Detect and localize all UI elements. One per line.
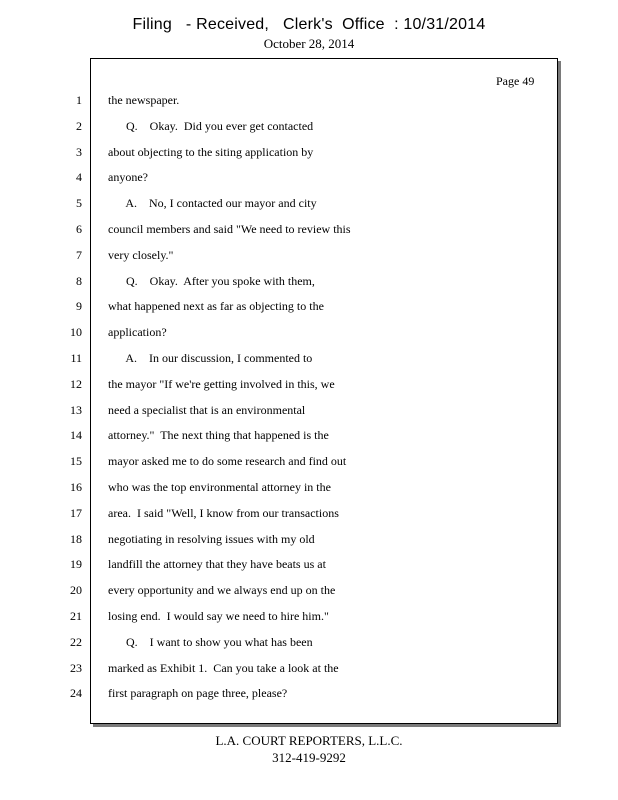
- line-text: landfill the attorney that they have beats us at: [108, 557, 326, 572]
- line-text: A. In our discussion, I commented to: [108, 351, 313, 365]
- line-text: Q. Okay. Did you ever get contacted: [108, 118, 314, 133]
- page-number: Page 49: [496, 74, 535, 88]
- filing-label: Filing: [132, 16, 172, 33]
- line-number: 10: [70, 325, 82, 340]
- line-number: 7: [76, 247, 82, 262]
- line-text: losing end. I would say we need to hire him.": [108, 609, 329, 623]
- line-number: 11: [70, 351, 82, 365]
- line-text: attorney." The next thing that happened is the: [108, 428, 329, 443]
- line-text: who was the top environmental attorney in the: [108, 480, 331, 494]
- received-label: - Received,: [185, 16, 270, 33]
- deposition-date: October 28, 2014: [263, 36, 355, 51]
- line-text: application?: [108, 325, 167, 340]
- transcript-line: [0, 170, 618, 196]
- line-number: 8: [76, 273, 82, 288]
- line-number: 15: [70, 454, 82, 469]
- transcript-line: [0, 351, 618, 377]
- transcript-line: [0, 686, 618, 712]
- line-number: 17: [70, 505, 82, 520]
- transcript-line: [0, 145, 618, 171]
- transcript-line: [0, 222, 618, 248]
- line-text: the mayor "If we're getting involved in this, we: [108, 376, 335, 391]
- line-text: about objecting to the siting application by: [108, 144, 314, 159]
- line-text: Q. I want to show you what has been: [108, 634, 313, 649]
- transcript-line: [0, 635, 618, 661]
- line-text: anyone?: [108, 170, 148, 185]
- line-text: A. No, I contacted our mayor and city: [108, 196, 317, 211]
- transcript-line: [0, 377, 618, 403]
- transcript-line: [0, 93, 618, 119]
- line-number: 3: [76, 144, 82, 159]
- line-text: very closely.": [108, 247, 174, 262]
- line-number: 23: [70, 660, 82, 675]
- line-text: negotiating in resolving issues with my old: [108, 531, 315, 546]
- transcript-line: [0, 196, 618, 222]
- line-text: the newspaper.: [108, 93, 180, 107]
- filing-date: : 10/31/2014: [394, 16, 486, 33]
- line-text: Q. Okay. After you spoke with them,: [108, 273, 315, 288]
- transcript-line: [0, 454, 618, 480]
- line-number: 9: [76, 299, 82, 314]
- transcript-line: [0, 248, 618, 274]
- transcript-line: [0, 661, 618, 687]
- line-number: 24: [70, 686, 82, 701]
- line-number: 13: [70, 402, 82, 417]
- line-text: area. I said "Well, I know from our transactions: [108, 505, 339, 520]
- clerks-office-label: Clerk's Office: [282, 16, 385, 33]
- court-reporter-phone: 312-419-9292: [272, 750, 346, 765]
- transcript-line: [0, 532, 618, 558]
- transcript-line: [0, 325, 618, 351]
- line-text: every opportunity and we always end up on the: [108, 583, 336, 598]
- transcript-line: [0, 299, 618, 325]
- line-number: 19: [70, 557, 82, 572]
- line-number: 20: [70, 583, 82, 598]
- transcript-line: [0, 583, 618, 609]
- line-text: first paragraph on page three, please?: [108, 686, 288, 701]
- transcript-line: [0, 480, 618, 506]
- line-number: 2: [76, 118, 82, 133]
- line-number: 22: [70, 634, 82, 649]
- line-number: 14: [70, 428, 82, 443]
- line-number: 12: [70, 376, 82, 391]
- transcript-line: [0, 428, 618, 454]
- line-number: 18: [70, 531, 82, 546]
- line-text: marked as Exhibit 1. Can you take a look at the: [108, 660, 339, 675]
- line-number: 4: [76, 170, 82, 185]
- court-reporter-name: L.A. COURT REPORTERS, L.L.C.: [215, 733, 403, 748]
- transcript-line: [0, 557, 618, 583]
- line-text: need a specialist that is an environmental: [108, 402, 306, 417]
- line-text: what happened next as far as objecting to the: [108, 299, 324, 314]
- line-text: council members and said "We need to review this: [108, 222, 351, 236]
- transcript-line: [0, 274, 618, 300]
- line-number: 16: [70, 480, 82, 494]
- transcript-line: [0, 609, 618, 635]
- transcript-line: [0, 403, 618, 429]
- line-number: 1: [76, 93, 82, 107]
- transcript-line: [0, 506, 618, 532]
- line-number: 6: [76, 222, 82, 236]
- transcript-line: [0, 119, 618, 145]
- filing-stamp-header: [0, 16, 618, 34]
- line-text: mayor asked me to do some research and find out: [108, 454, 347, 469]
- line-number: 21: [70, 609, 82, 623]
- line-number: 5: [76, 196, 82, 211]
